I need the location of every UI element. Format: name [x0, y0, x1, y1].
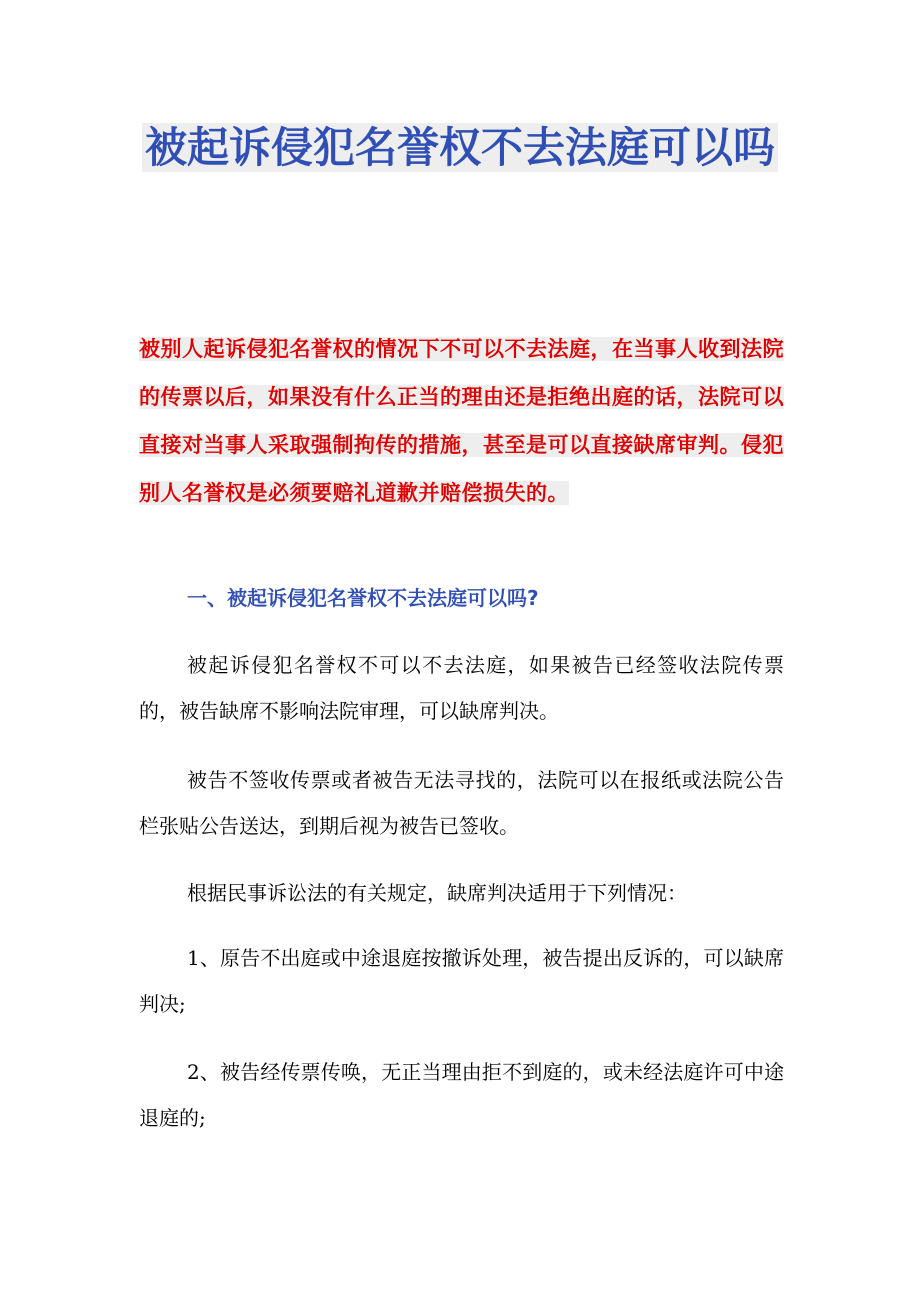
document-title	[100, 112, 820, 184]
summary-paragraph	[139, 325, 784, 517]
body-paragraph: 根据民事诉讼法的有关规定，缺席判决适用于下列情况：	[187, 881, 687, 905]
section-heading: 一、被起诉侵犯名誉权不去法庭可以吗?	[187, 586, 539, 610]
body-paragraph: 被起诉侵犯名誉权不可以不去法庭，如果被告已经签收法院传票的，被告缺席不影响法院审理，可以缺席判决。	[139, 653, 784, 723]
list-item: 1、原告不出庭或中途退庭按撤诉处理，被告提出反诉的，可以缺席判决;	[139, 946, 784, 1016]
document-title-text: 被起诉侵犯名誉权不去法庭可以吗	[142, 123, 778, 172]
summary-text: 被别人起诉侵犯名誉权的情况下不可以不去法庭，在当事人收到法院的传票以后，如果没有什么正当的理由还是拒绝出庭的话，法院可以直接对当事人采取强制拘传的措施，甚至是可以直接缺席审判。侵犯别人名誉权是必须要赔礼道歉并赔偿损失的。	[139, 337, 784, 505]
body-paragraph: 被告不签收传票或者被告无法寻找的，法院可以在报纸或法院公告栏张贴公告送达，到期后视为被告已签收。	[139, 768, 784, 838]
list-item: 2、被告经传票传唤，无正当理由拒不到庭的，或未经法庭许可中途退庭的;	[139, 1060, 784, 1130]
